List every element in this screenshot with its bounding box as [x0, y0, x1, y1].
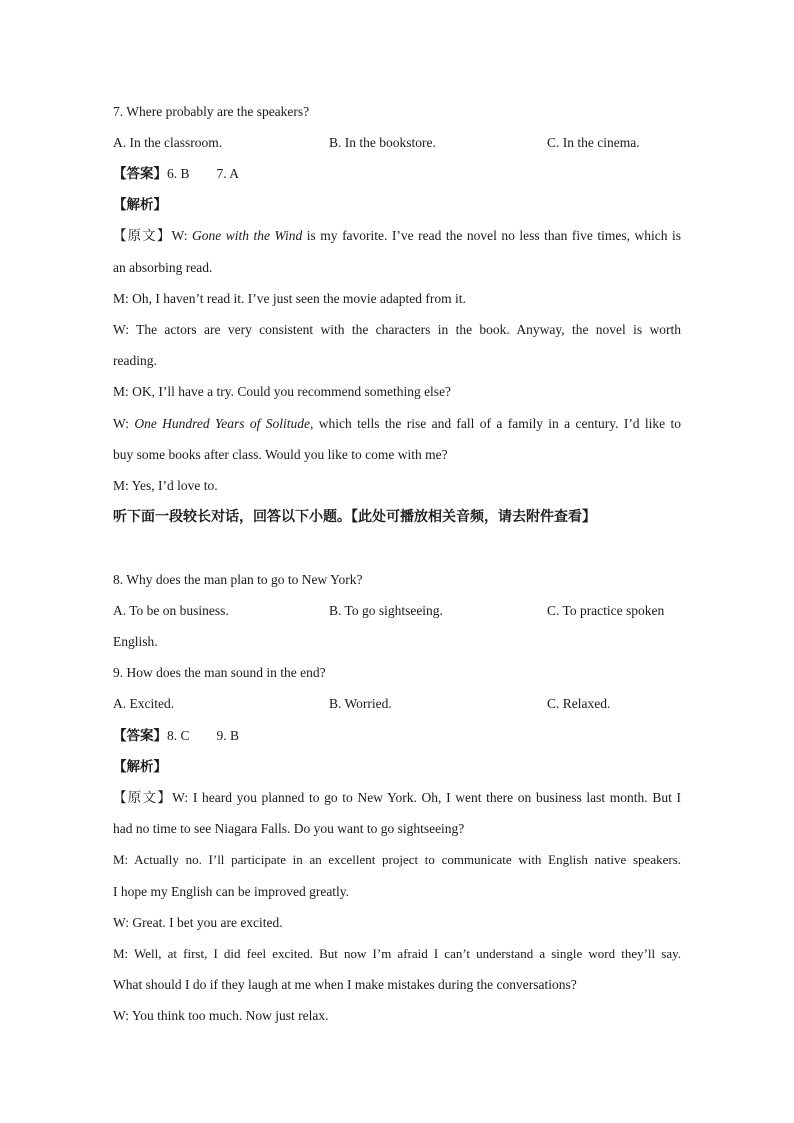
transcript-tag: 【原文】 — [113, 790, 173, 806]
book-title: Gone with the Wind — [192, 228, 303, 243]
q7-option-b: B. In the bookstore. — [329, 135, 436, 150]
analysis-line-2 — [113, 757, 681, 777]
q7-option-c: C. In the cinema. — [547, 135, 640, 150]
answer-tag: 【答案】 — [113, 166, 167, 182]
transcript-1-line-4: W: The actors are very consistent with the characters in the book. Anyway, the novel is worth — [113, 322, 681, 337]
transcript-text: is my favorite. I’ve read the novel no less than five times, which is — [302, 228, 682, 243]
q8-option-b: B. To go sightseeing. — [329, 603, 443, 618]
q9-option-b: B. Worried. — [329, 696, 392, 711]
transcript-1-line-9: M: Yes, I’d love to. — [113, 478, 218, 493]
question-7: 7. Where probably are the speakers? — [113, 104, 310, 119]
transcript-text: , which tells the rise and fall of a family in a century. I’d like to — [310, 416, 682, 431]
transcript-1-line-3: M: Oh, I haven’t read it. I’ve just seen the movie adapted from it. — [113, 291, 466, 306]
q8-option-c-wrap: English. — [113, 634, 158, 649]
transcript-2-line-2: had no time to see Niagara Falls. Do you want to go sightseeing? — [113, 821, 465, 836]
transcript-1-line-1 — [113, 226, 681, 246]
q9-option-c: C. Relaxed. — [547, 696, 611, 711]
q8-option-c: C. To practice spoken — [547, 603, 665, 618]
transcript-1-line-5: reading. — [113, 353, 157, 368]
answer-line-2 — [113, 726, 681, 746]
answer-line-1 — [113, 164, 681, 184]
q7-option-a: A. In the classroom. — [113, 135, 223, 150]
transcript-1-line-7 — [113, 414, 681, 434]
transcript-1-line-6: M: OK, I’ll have a try. Could you recommend something else? — [113, 384, 452, 399]
transcript-text: W: I heard you planned to go to New York. Oh, I went there on business last month. But I — [172, 790, 682, 805]
answer-tag: 【答案】 — [113, 728, 167, 744]
transcript-1-line-2: an absorbing read. — [113, 260, 213, 275]
transcript-2-line-7: What should I do if they laugh at me when I make mistakes during the conversations? — [113, 977, 577, 992]
transcript-2-line-8: W: You think too much. Now just relax. — [113, 1008, 329, 1023]
transcript-tag: 【原文】 — [113, 228, 172, 244]
analysis-line-1 — [113, 195, 681, 215]
transcript-1-line-8: buy some books after class. Would you like to come with me? — [113, 447, 448, 462]
question-9: 9. How does the man sound in the end? — [113, 665, 326, 680]
speaker-prefix: W: — [113, 416, 135, 431]
analysis-tag: 【解析】 — [113, 197, 167, 213]
q8-option-a: A. To be on business. — [113, 603, 229, 618]
answer-text: 8. C 9. B — [167, 728, 240, 743]
question-8: 8. Why does the man plan to go to New York? — [113, 572, 363, 587]
transcript-2-line-5: W: Great. I bet you are excited. — [113, 915, 283, 930]
transcript-2-line-4: I hope my English can be improved greatly. — [113, 884, 350, 899]
listening-instruction: 听下面一段较长对话，回答以下小题。【此处可播放相关音频，请去附件查看】 — [113, 509, 596, 525]
transcript-2-line-1 — [113, 788, 681, 808]
transcript-2-line-3: M: Actually no. I’ll participate in an excellent project to communicate with English native speakers. — [113, 852, 681, 867]
q9-option-a: A. Excited. — [113, 696, 175, 711]
book-title: One Hundred Years of Solitude — [134, 416, 310, 431]
transcript-2-line-6: M: Well, at first, I did feel excited. But now I’m afraid I can’t understand a single word they’ll say. — [113, 946, 681, 961]
analysis-tag: 【解析】 — [113, 759, 167, 775]
answer-text: 6. B 7. A — [167, 166, 240, 181]
speaker-prefix: W: — [171, 228, 193, 243]
